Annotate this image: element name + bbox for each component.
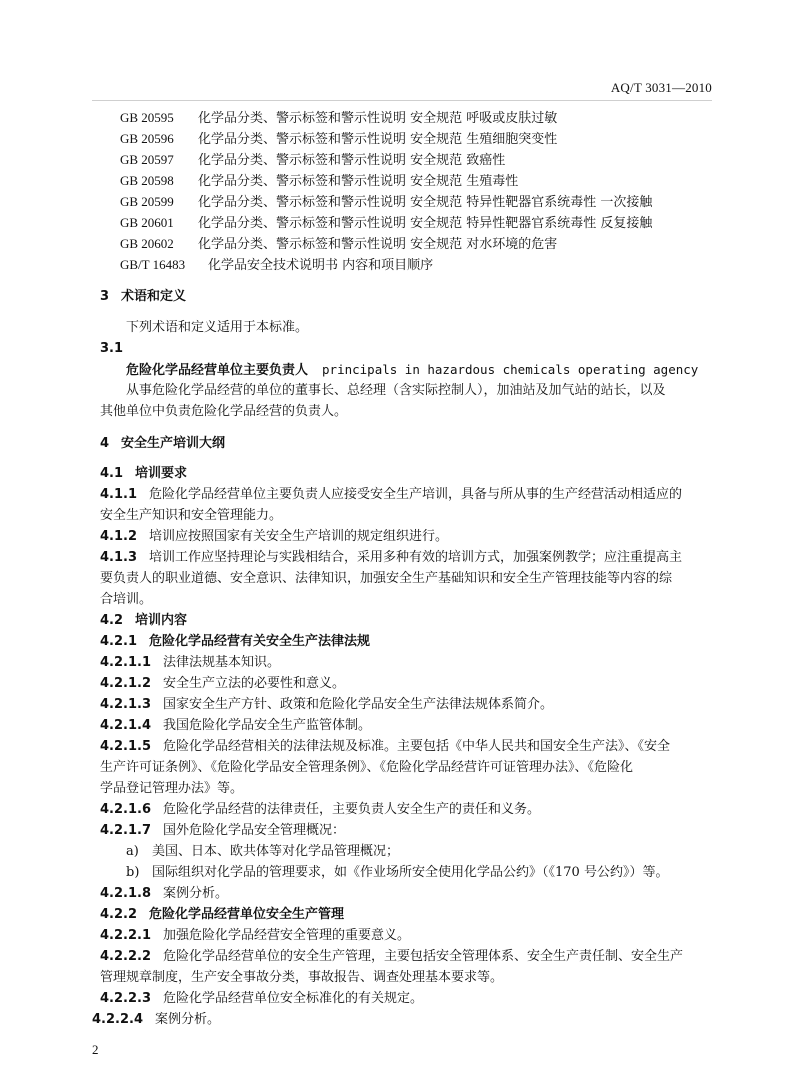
section-3-intro: 下列术语和定义适用于本标准。: [126, 320, 309, 335]
clause-4-2-1: [100, 634, 370, 650]
section-4-heading: [100, 436, 225, 452]
reference-title: 化学品安全技术说明书 内容和项目顺序: [208, 258, 434, 273]
clause-text: 危险化学品经营单位主要负责人应接受安全生产培训，具备与所从事的生产经营活动相适应的: [149, 487, 683, 502]
clause-number: 4.2.2.1: [100, 928, 151, 943]
term-chinese: 危险化学品经营单位主要负责人: [126, 363, 309, 378]
reference-code: GB 20595: [120, 110, 174, 125]
reference-code: GB 20596: [120, 131, 174, 146]
section-number: 4: [100, 436, 110, 451]
clause-number: 4.2.1.4: [100, 718, 151, 733]
page-number: 2: [92, 1042, 99, 1057]
clause-number: 4.2.1.8: [100, 886, 151, 901]
reference-item: [120, 110, 557, 127]
clause-title: 危险化学品经营单位安全生产管理: [149, 907, 345, 922]
clause-number: 4.2.2.4: [92, 1012, 143, 1027]
clause-number: 4.2.2.2: [100, 949, 151, 964]
clause-4-2-1-3: [100, 697, 553, 713]
clause-4-1-1: [100, 487, 682, 503]
clause-4-2-1-2: [100, 676, 345, 692]
clause-number: 4.2.1.5: [100, 739, 151, 754]
clause-text-continued: 安全生产知识和安全管理能力。: [100, 508, 283, 523]
clause-4-2-2: [100, 907, 344, 923]
clause-title: 危险化学品经营有关安全生产法律法规: [149, 634, 371, 649]
reference-title: 化学品分类、警示标签和警示性说明 安全规范 致癌性: [198, 153, 506, 168]
reference-title: 化学品分类、警示标签和警示性说明 安全规范 生殖毒性: [198, 174, 519, 189]
clause-4-2-1-5: [100, 739, 670, 755]
term-definition-line: 从事危险化学品经营的单位的董事长、总经理（含实际控制人），加油站及加气站的站长，以及: [126, 383, 666, 398]
clause-text: 危险化学品经营单位安全标准化的有关规定。: [163, 991, 424, 1006]
list-text: 国际组织对化学品的管理要求，如《作业场所安全使用化学品公约》（《170 号公约》）等。: [152, 865, 669, 880]
reference-code: GB 20598: [120, 173, 174, 188]
clause-number: 4.2.1.6: [100, 802, 151, 817]
clause-number: 4.2.2: [100, 907, 138, 922]
clause-4-2-1-8: [100, 886, 228, 902]
clause-text: 国外危险化学品安全管理概况：: [163, 823, 346, 838]
term-number: 3.1: [100, 341, 124, 356]
section-number: 3: [100, 289, 110, 304]
section-title: 术语和定义: [121, 289, 187, 304]
clause-title: 培训要求: [135, 466, 188, 481]
reference-code: GB 20602: [120, 236, 174, 251]
clause-title: 培训内容: [135, 613, 188, 628]
clause-4-2-1-1: [100, 655, 280, 671]
clause-4-2-2-4: [92, 1012, 220, 1028]
term-entry: [126, 362, 698, 379]
clause-number: 4.2.1.7: [100, 823, 151, 838]
clause-4-1-3: [100, 550, 682, 566]
clause-4-1: [100, 466, 187, 482]
reference-code: GB 20599: [120, 194, 174, 209]
term-english: principals in hazardous chemicals operating agency: [322, 362, 699, 377]
clause-text: 培训工作应坚持理论与实践相结合，采用多种有效的培训方式，加强案例教学；应注重提高主: [149, 550, 683, 565]
header-divider: [92, 100, 712, 101]
clause-4-2-1-7: [100, 823, 345, 839]
clause-text: 危险化学品经营的法律责任，主要负责人安全生产的责任和义务。: [163, 802, 541, 817]
reference-item: [120, 236, 557, 253]
reference-code: GB 20601: [120, 215, 174, 230]
reference-item: [120, 194, 652, 211]
clause-text: 危险化学品经营相关的法律法规及标准。主要包括《中华人民共和国安全生产法》、《安全: [163, 739, 671, 754]
clause-number: 4.1.2: [100, 529, 138, 544]
clause-4-2-1-6: [100, 802, 540, 818]
clause-number: 4.2.1: [100, 634, 138, 649]
clause-4-1-2: [100, 529, 448, 545]
clause-text-continued: 合培训。: [100, 592, 153, 607]
clause-text: 培训应按照国家有关安全生产培训的规定组织进行。: [149, 529, 449, 544]
clause-number: 4.1.1: [100, 487, 138, 502]
reference-item: [120, 152, 505, 169]
clause-text-continued: 生产许可证条例》、《危险化学品安全管理条例》、《危险化学品经营许可证管理办法》、《危险化: [100, 760, 634, 775]
section-title: 安全生产培训大纲: [121, 436, 226, 451]
reference-item: [120, 173, 518, 190]
section-3-heading: [100, 289, 186, 305]
clause-4-2-1-4: [100, 718, 371, 734]
clause-number: 4.1: [100, 466, 124, 481]
clause-4-2: [100, 613, 187, 629]
reference-item: [120, 257, 433, 274]
clause-number: 4.2.2.3: [100, 991, 151, 1006]
clause-text: 案例分析。: [155, 1012, 221, 1027]
clause-4-2-2-3: [100, 991, 423, 1007]
reference-item: [120, 131, 557, 148]
clause-text: 危险化学品经营单位的安全生产管理，主要包括安全管理体系、安全生产责任制、安全生产: [163, 949, 684, 964]
clause-text: 国家安全生产方针、政策和危险化学品安全生产法律法规体系简介。: [163, 697, 554, 712]
reference-title: 化学品分类、警示标签和警示性说明 安全规范 特异性靶器官系统毒性 反复接触: [198, 216, 653, 231]
clause-text-continued: 学品登记管理办法》等。: [100, 781, 244, 796]
reference-title: 化学品分类、警示标签和警示性说明 安全规范 呼吸或皮肤过敏: [198, 111, 558, 126]
clause-text-continued: 要负责人的职业道德、安全意识、法律知识，加强安全生产基础知识和安全生产管理技能等内容的综: [100, 571, 673, 586]
clause-text: 安全生产立法的必要性和意义。: [163, 676, 346, 691]
clause-text: 加强危险化学品经营安全管理的重要意义。: [163, 928, 411, 943]
clause-number: 4.1.3: [100, 550, 138, 565]
clause-text: 我国危险化学品安全生产监管体制。: [163, 718, 372, 733]
clause-text: 案例分析。: [163, 886, 229, 901]
reference-item: [120, 215, 652, 232]
list-text: 美国、日本、欧共体等对化学品管理概况；: [152, 844, 400, 859]
clause-number: 4.2.1.3: [100, 697, 151, 712]
reference-title: 化学品分类、警示标签和警示性说明 安全规范 特异性靶器官系统毒性 一次接触: [198, 195, 653, 210]
clause-4-2-2-1: [100, 928, 410, 944]
list-marker: b): [126, 865, 140, 880]
standard-code: AQ/T 3031—2010: [610, 80, 712, 95]
clause-4-2-2-2: [100, 949, 683, 965]
list-item: [126, 865, 668, 881]
reference-code: GB 20597: [120, 152, 174, 167]
reference-code: GB/T 16483: [120, 257, 186, 272]
clause-number: 4.2: [100, 613, 124, 628]
list-item: [126, 844, 399, 860]
clause-number: 4.2.1.1: [100, 655, 151, 670]
term-definition-line: 其他单位中负责危险化学品经营的负责人。: [100, 404, 348, 419]
clause-text: 法律法规基本知识。: [163, 655, 281, 670]
reference-title: 化学品分类、警示标签和警示性说明 安全规范 生殖细胞突变性: [198, 132, 558, 147]
list-marker: a): [126, 844, 139, 859]
clause-text-continued: 管理规章制度，生产安全事故分类，事故报告、调查处理基本要求等。: [100, 970, 504, 985]
clause-number: 4.2.1.2: [100, 676, 151, 691]
reference-title: 化学品分类、警示标签和警示性说明 安全规范 对水环境的危害: [198, 237, 558, 252]
